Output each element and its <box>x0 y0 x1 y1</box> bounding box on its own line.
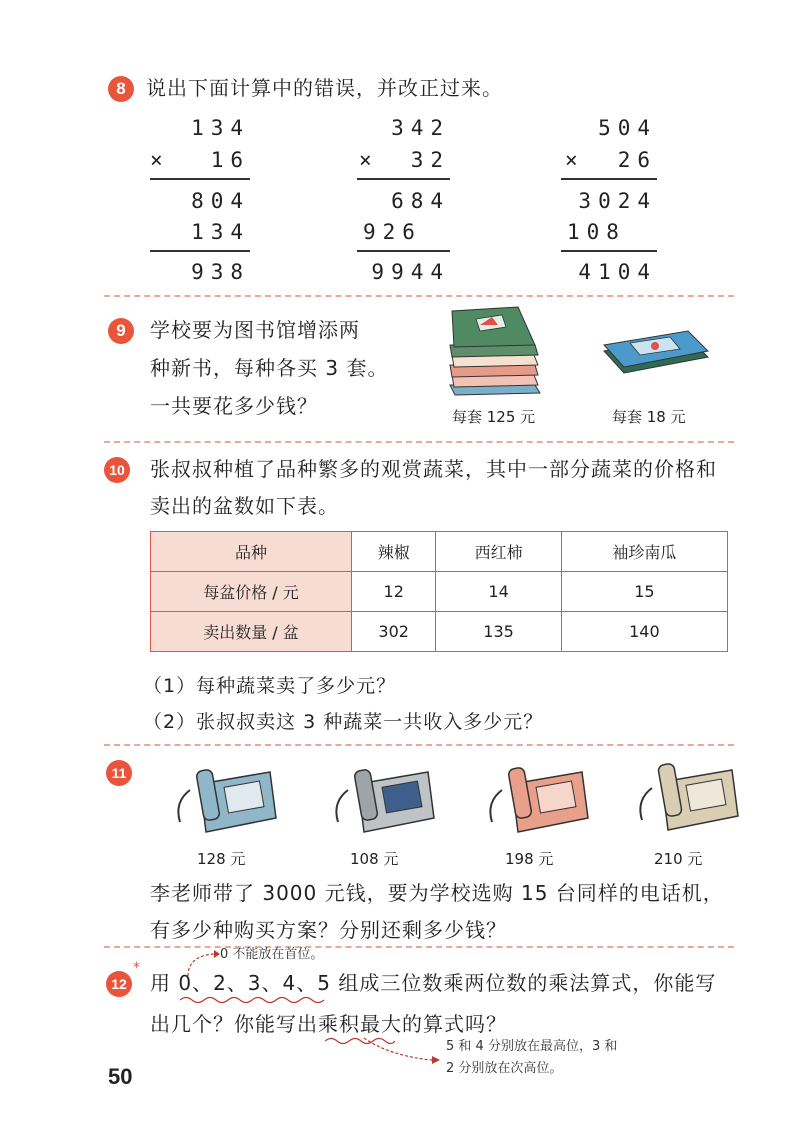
book-price-1: 每套 125 元 <box>452 408 536 426</box>
calc-1-multiplicand: 134 <box>191 116 250 140</box>
question-10-sub-1: （1）每种蔬菜卖了多少元？ <box>143 675 397 697</box>
calc-2-partial-2: 926 <box>363 220 422 244</box>
calc-2-multiplier: 32 <box>410 148 450 172</box>
table-header-cell: 西红柿 <box>436 532 561 572</box>
question-9-line-3: 一共要花多少钱？ <box>150 394 318 418</box>
question-11-badge: 11 <box>106 760 132 786</box>
table-cell: 14 <box>436 572 561 612</box>
calc-1-result: 938 <box>191 260 250 284</box>
vegetable-table <box>150 531 728 652</box>
table-cell: 135 <box>436 612 561 652</box>
calc-1-partial-1: 804 <box>191 189 250 213</box>
hint-arrow-bottom <box>360 1036 440 1072</box>
calc-2-multiplicand: 342 <box>391 116 450 140</box>
question-9-badge: 9 <box>108 318 134 344</box>
table-header-cell: 品种 <box>151 532 352 572</box>
hint-bottom-line-2: 2 分别放在次高位。 <box>446 1061 563 1076</box>
question-10-sub-2: （2）张叔叔卖这 3 种蔬菜一共收入多少元？ <box>143 711 544 733</box>
table-row-label: 卖出数量 / 盆 <box>151 612 352 652</box>
divider-1 <box>104 295 734 297</box>
calc-3-multiplicand: 504 <box>598 116 657 140</box>
table-cell: 15 <box>561 572 727 612</box>
flat-books-illustration <box>600 325 715 380</box>
table-header-cell: 袖珍南瓜 <box>561 532 727 572</box>
table-row <box>151 612 728 652</box>
question-12-badge: 12 <box>106 971 132 997</box>
table-row-label: 每盆价格 / 元 <box>151 572 352 612</box>
hint-top: 0 不能放在首位。 <box>220 947 324 962</box>
digit-underline-wave <box>180 995 330 1005</box>
calculation-3 <box>561 110 657 285</box>
table-cell: 12 <box>352 572 436 612</box>
calc-1-line-2 <box>150 250 250 252</box>
telephone-1-icon <box>170 762 280 842</box>
hint-bottom-line-1: 5 和 4 分别放在最高位，3 和 <box>446 1039 618 1054</box>
calc-3-partial-2: 108 <box>567 220 626 244</box>
question-9-line-1: 学校要为图书馆增添两 <box>150 318 360 342</box>
page-number: 50 <box>108 1064 133 1089</box>
book-price-2: 每套 18 元 <box>612 408 686 426</box>
calc-3-operator: × <box>565 148 585 172</box>
table-header-cell: 辣椒 <box>352 532 436 572</box>
calc-1-multiplier: 16 <box>210 148 250 172</box>
calc-3-partial-1: 3024 <box>578 189 657 213</box>
calc-2-partial-1: 684 <box>391 189 450 213</box>
calc-3-multiplier: 26 <box>617 148 657 172</box>
telephone-2-icon <box>328 762 438 842</box>
telephone-4-icon <box>632 756 742 842</box>
calc-1-operator: × <box>150 148 170 172</box>
table-cell: 140 <box>561 612 727 652</box>
question-12-line-2: 出几个？你能写出乘积最大的算式吗？ <box>150 1012 507 1036</box>
calculation-1 <box>150 110 250 285</box>
divider-2 <box>104 441 734 443</box>
telephone-3-icon <box>482 760 592 842</box>
table-row <box>151 572 728 612</box>
question-10-line-2: 卖出的盆数如下表。 <box>150 494 339 518</box>
calc-3-result: 4104 <box>578 260 657 284</box>
question-8-text: 说出下面计算中的错误，并改正过来。 <box>146 76 503 100</box>
phone-price-4: 210 元 <box>654 850 703 868</box>
calc-1-line-1 <box>150 178 250 180</box>
optional-star-mark: * <box>133 960 140 976</box>
book-stack-illustration <box>440 305 545 400</box>
calculation-2 <box>357 110 450 285</box>
divider-3 <box>104 744 734 746</box>
question-9-line-2: 种新书，每种各买 3 套。 <box>150 356 389 380</box>
calc-2-line-1 <box>357 178 450 180</box>
calc-2-result: 9944 <box>371 260 450 284</box>
table-cell: 302 <box>352 612 436 652</box>
calc-2-operator: × <box>359 148 379 172</box>
question-8-badge: 8 <box>108 76 134 102</box>
phone-price-1: 128 元 <box>197 850 246 868</box>
question-12-line-1: 用 0、2、3、4、5 组成三位数乘两位数的乘法算式，你能写 <box>150 971 717 995</box>
calc-3-line-1 <box>561 178 657 180</box>
question-10-line-1: 张叔叔种植了品种繁多的观赏蔬菜，其中一部分蔬菜的价格和 <box>150 457 717 481</box>
question-11-line-1: 李老师带了 3000 元钱，要为学校选购 15 台同样的电话机， <box>150 881 724 905</box>
phone-price-3: 198 元 <box>505 850 554 868</box>
table-header-row <box>151 532 728 572</box>
question-11-line-2: 有多少种购买方案？分别还剩多少钱？ <box>150 918 507 942</box>
calc-2-line-2 <box>357 250 450 252</box>
phone-price-2: 108 元 <box>350 850 399 868</box>
calc-3-line-2 <box>561 250 657 252</box>
question-10-badge: 10 <box>104 457 130 483</box>
calc-1-partial-2: 134 <box>191 220 250 244</box>
